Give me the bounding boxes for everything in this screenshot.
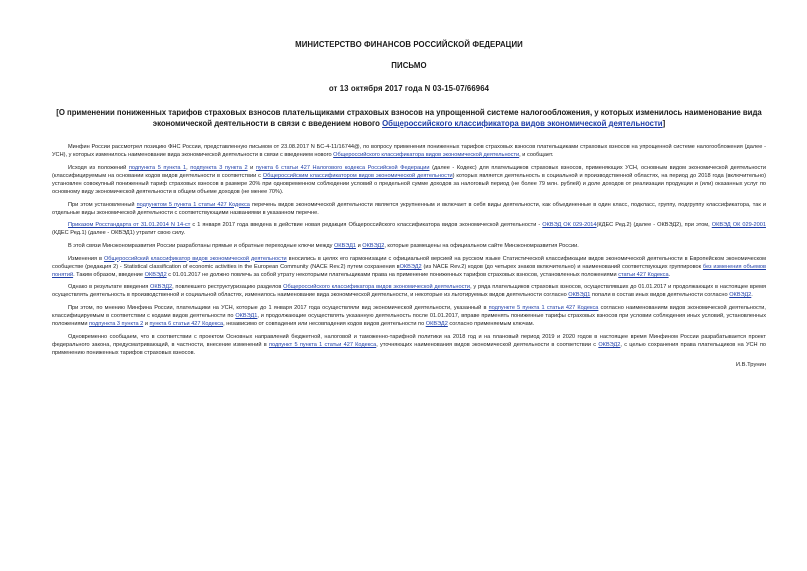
classifier-link[interactable]: Общероссийский классификатор видов экономической деятельности — [103, 255, 287, 262]
classifier-link[interactable]: Общероссийского классификатора видов экономической деятельности — [283, 284, 471, 291]
paragraph-text: , у ряда плательщиков страховых взносов, осуществлявших до 01.01.2017 и продолжающих в настоящее время осуществлять деятельность в производственной и социальной областях, изменилось наименование вида экономической деятельности, и некоторые из льготируемых видов деятельности согласно — [52, 284, 766, 299]
okved2-link[interactable]: ОКВЭД2 — [399, 263, 422, 270]
concepts-link[interactable]: без изменения объемов понятий — [52, 263, 766, 278]
paragraph-text: , и продолжающие осуществлять указанную деятельность после 01.01.2017, вправе применять пониженные тарифы страховых взносов при условии соблюдения иных условий, установленных положениями — [52, 313, 767, 328]
paragraph-text: и — [247, 164, 256, 171]
paragraph-text: согласно применяемым ключам. — [447, 321, 535, 328]
law-link[interactable]: пункта 6 статьи 427 Кодекса — [149, 321, 224, 328]
paragraph-text: вносились в целях его гармонизации с официальной версией на русском языке Статистической классификации видов экономической деятельности в Европейском экономическом сообществе (редакция 2) - Statistical classification of economic activities in the European Community (NACE Rev.2) путем сохранения в — [52, 255, 766, 270]
document-date-number: от 13 октября 2017 года N 03-15-07/66964 — [328, 84, 490, 93]
paragraph-text: Исходя из положений — [68, 164, 129, 171]
paragraph-text: , с целью сохранения права плательщиков на УСН по применению пониженных тарифов страховых взносов. — [52, 341, 766, 356]
paragraph-text: В этой связи Минэкономразвития России разработаны прямые и обратные переходные ключи между — [68, 242, 334, 249]
paragraph-text: (КДЕС Ред.2) (далее - ОКВЭД2), при этом, — [596, 222, 712, 229]
law-link[interactable]: подпункта 5 пункта 1 — [128, 164, 187, 171]
law-link[interactable]: подпунктом 5 пункта 1 статьи 427 Кодекса — [136, 201, 250, 208]
paragraph-text: перечень видов экономической деятельности является укрупненным и включает в себя виды деятельности, как объединенные в один класс, подкласс, группу, подгруппу классификатора, так и отдельные виды экономической деятельности с соответствующими названиями в указанном перечне. — [52, 201, 766, 216]
paragraph-text: . Таким образом, введение — [73, 271, 145, 278]
classifier-link[interactable]: Общероссийским классификатором видов экономической деятельности — [262, 172, 453, 179]
law-link[interactable]: подпункте 5 пункта 1 статьи 427 Кодекса — [488, 305, 599, 311]
paragraph-text: . — [668, 271, 671, 278]
law-link[interactable]: подпункта 3 пункта 2 — [89, 321, 144, 328]
paragraph-text: Одновременно сообщаем, что в соответствии с проектом Основных направлений бюджетной, налоговой и таможенно-тарифной политики на 2018 год и на плановый период 2019 и 2020 годов в настоящее время Минфином России разрабатывается проект федерального закона, предусматривающий, в частности, внесение изменений в — [52, 333, 766, 348]
paragraph-text: попали в состав иных видов деятельности согласно — [590, 292, 730, 299]
paragraph-3 — [52, 201, 766, 217]
okved2-link[interactable]: ОКВЭД ОК 029-2014 — [542, 222, 597, 229]
paragraph-text: , уточняющих наименования видов экономической деятельности в соответствии с — [376, 341, 599, 348]
okved2-link[interactable]: ОКВЭД2 — [425, 321, 448, 328]
okved2-link[interactable]: ОКВЭД2 — [729, 292, 752, 299]
document-subject — [52, 107, 766, 129]
paragraph-text: , — [186, 164, 191, 171]
paragraph-text: При этом установленный — [68, 201, 137, 208]
paragraph-text: и — [143, 321, 150, 328]
paragraph-text: , независимо от совпадения или несовпадения кодов видов деятельности по — [223, 321, 426, 328]
paragraph-text: При этом, по мнению Минфина России, плательщики на УСН, которые до 1 января 2017 года осуществляли вид экономической деятельности, указанный в — [68, 305, 489, 311]
law-link[interactable]: статьи 427 Кодекса — [618, 271, 669, 278]
paragraph-9 — [52, 333, 766, 357]
paragraph-text: (далее - Кодекс) для плательщиков страховых взносов, применяющих УСН, основным видом экономической деятельности (классифицируемым на основании кодов видов деятельности в соответствии с — [52, 164, 767, 179]
paragraph-text: с 01.01.2017 не должно повлечь за собой утрату некоторыми плательщиками права на применение пониженных тарифов страховых взносов, установленных положениями — [166, 271, 619, 278]
paragraph-text: с 1 января 2017 года введена в действие новая редакция Общероссийского классификатора видов экономической деятельности - — [190, 222, 543, 229]
subject-classifier-link[interactable]: Общероссийского классификатора видов экономической деятельности — [382, 119, 663, 128]
okved2-link[interactable]: ОКВЭД2 — [598, 341, 621, 348]
law-link[interactable]: подпункта 3 пункта 2 — [190, 164, 248, 171]
paragraph-4 — [52, 221, 766, 237]
okved2-link[interactable]: ОКВЭД2 — [362, 242, 385, 249]
okved2-link[interactable]: ОКВЭД2 — [150, 284, 173, 291]
paragraph-text: , которые размещены на официальном сайте Минэкономразвития России. — [384, 242, 579, 249]
paragraph-6 — [52, 255, 766, 279]
paragraph-text: (из NACE Rev.2) кодов (до четырех знаков включительно) и наименований соответствующих группировок — [421, 263, 703, 270]
law-link[interactable]: пункта 6 статьи 427 Налогового кодекса Российской Федерации — [255, 164, 430, 171]
classifier-link[interactable]: Общероссийского классификатора видов экономической деятельности — [333, 152, 520, 159]
document-type: ПИСЬМО — [391, 61, 427, 70]
paragraph-2 — [52, 164, 766, 196]
paragraph-text: и — [356, 242, 363, 249]
order-link[interactable]: Приказом Росстандарта от 31.01.2014 N 14-ст — [68, 222, 191, 229]
document-page — [52, 28, 766, 368]
paragraph-1 — [52, 143, 766, 159]
paragraph-text: ) которых является деятельность в социальной и производственной областях, на период до 2018 года (включительно) установлен совокупный пониженный тариф страховых взносов в размере 20% при одновременном соблюдении условий о предельной сумме доходов за налоговый период (не более 79 млн. рублей) и доле доходов от реализации продукции и (или) оказанных услуг по основному виду экономической деятельности в общем объеме доходов (не менее 70%). — [52, 172, 766, 195]
okved1-link[interactable]: ОКВЭД ОК 029-2001 — [711, 222, 766, 229]
document-body — [52, 143, 766, 357]
signature: И.В.Трунин — [735, 361, 766, 368]
paragraph-8 — [52, 304, 766, 328]
okved1-link[interactable]: ОКВЭД1 — [333, 242, 357, 249]
paragraph-text: Минфин России рассмотрел позицию ФНС России, представленную письмом от 23.08.2017 N БС-4-11/16744@, по вопросу применения пониженных тарифов страховых взносов плательщиками страховых взносов на упрощенной системе налогообложения (далее - УСН), у которых изменилось наименование вида экономической деятельности в связи с введением нового — [52, 144, 766, 159]
paragraph-text: Изменения в — [68, 255, 104, 262]
okved2-link[interactable]: ОКВЭД2 — [144, 271, 167, 278]
okved1-link[interactable]: ОКВЭД1 — [235, 313, 258, 320]
okved1-link[interactable]: ОКВЭД1 — [568, 292, 591, 299]
paragraph-text: (КДЕС Ред.1) (далее - ОКВЭД1) утратит свою силу. — [52, 230, 186, 237]
subject-close: ] — [662, 119, 666, 128]
paragraph-5 — [52, 242, 766, 250]
paragraph-7 — [52, 283, 766, 299]
paragraph-text: , и сообщает. — [519, 152, 554, 159]
ministry-title: МИНИСТЕРСТВО ФИНАНСОВ РОССИЙСКОЙ ФЕДЕРАЦИИ — [295, 40, 523, 49]
law-link[interactable]: подпункт 5 пункта 1 статьи 427 Кодекса — [268, 341, 377, 348]
paragraph-text: , повлекшего реструктуризацию разделов — [172, 284, 284, 291]
paragraph-text: Однако в результате введения — [68, 284, 151, 291]
paragraph-text: согласно наименованиям видов экономической деятельности, классифицируемым в соответствии с кодами видов деятельности по — [52, 305, 766, 320]
subject-text: [О применении пониженных тарифов страховых взносов плательщиками страховых взносов на упрощенной системе налогообложения, у которых изменилось наименование вида экономической деятельности в связи с введением нового — [56, 108, 762, 128]
paragraph-text: . — [751, 292, 753, 299]
